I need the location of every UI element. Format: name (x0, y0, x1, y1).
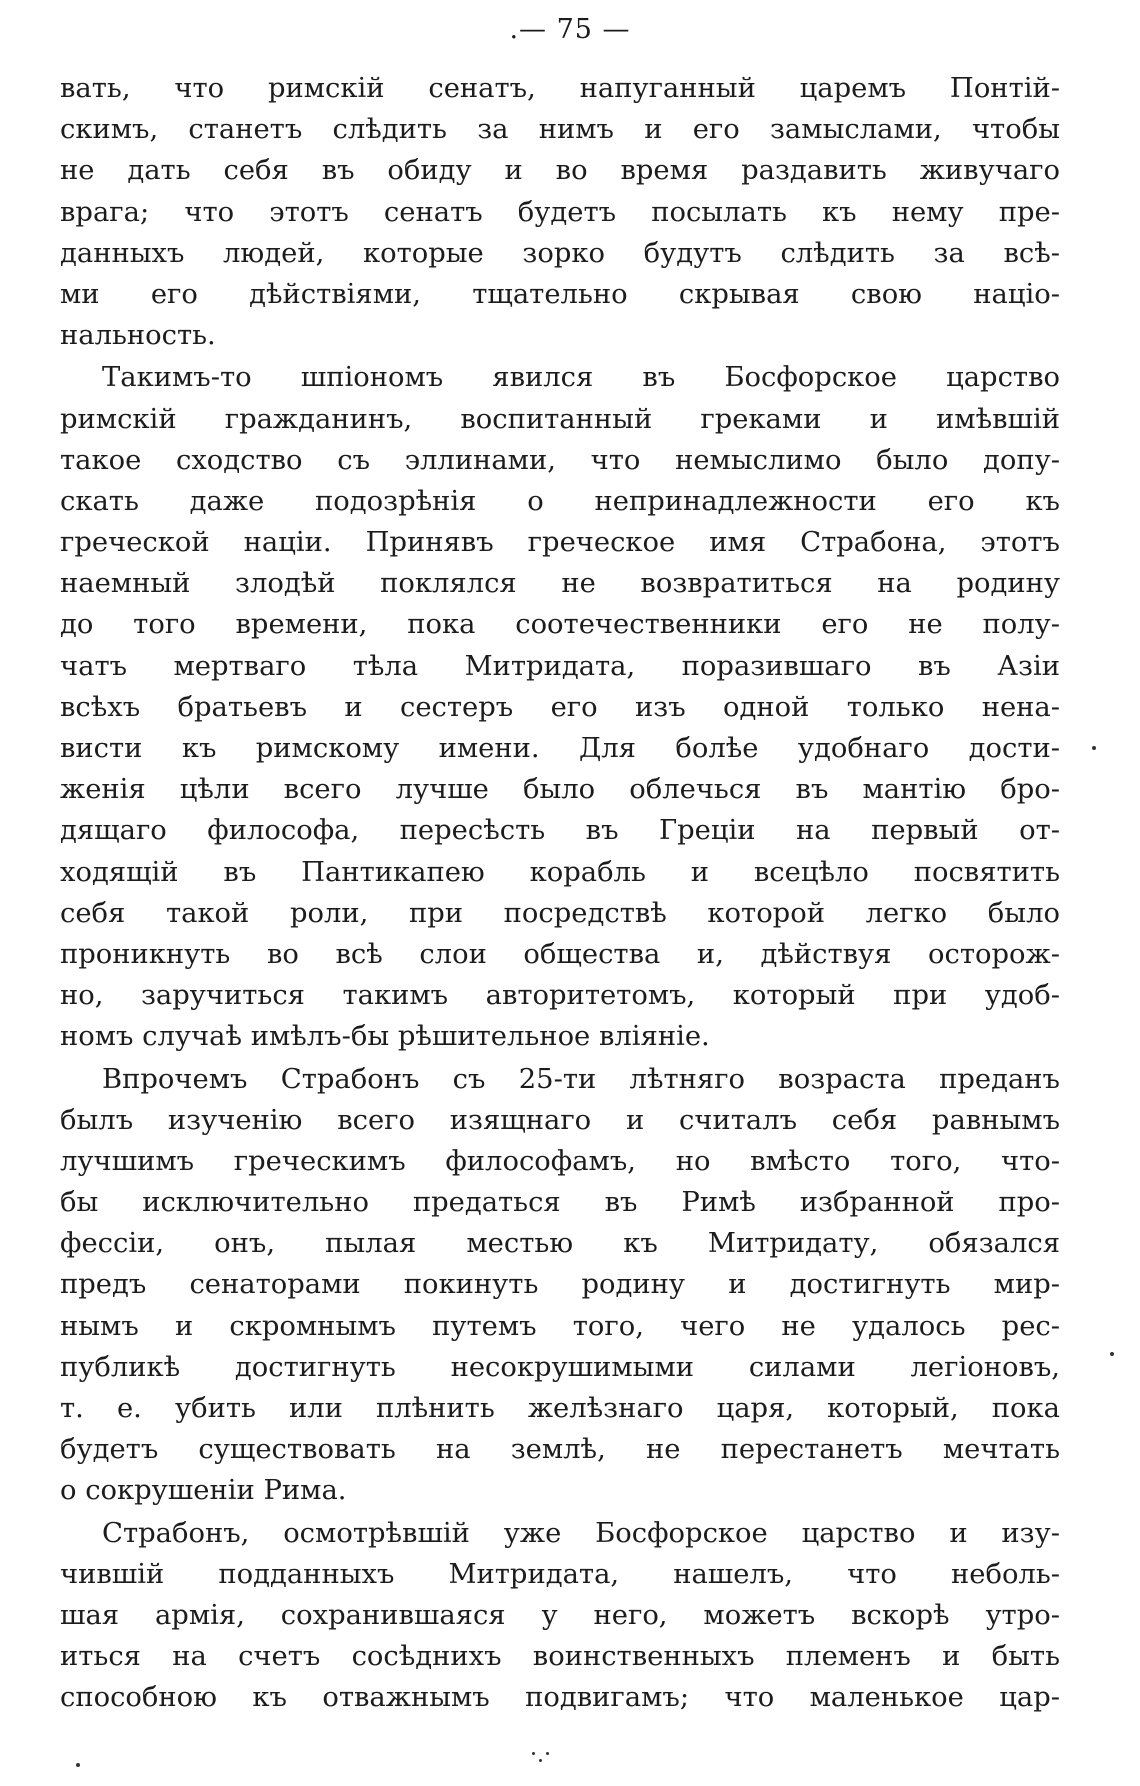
text-line: скимъ, станетъ слѣдить за нимъ и его замыслами, чтобы (60, 114, 1060, 146)
text-line: о сокрушеніи Рима. (60, 1475, 347, 1507)
text-line: такое сходство съ эллинами, что немыслимо было допу- (60, 444, 1060, 476)
text-line: висти къ римскому имени. Для болѣе удобнаго дости- (60, 733, 1060, 764)
text-line: греческой націи. Принявъ греческое имя Страбона, этотъ (60, 527, 1060, 559)
text-line: нымъ и скромнымъ путемъ того, чего не удалось рес- (60, 1310, 1060, 1342)
paragraph-2 (60, 357, 1060, 1057)
scan-speck (546, 1752, 549, 1755)
text-line: скать даже подозрѣнія о непринадлежности его къ (60, 485, 1060, 517)
text-line: номъ случаѣ имѣлъ-бы рѣшительное вліяніе. (60, 1021, 710, 1053)
text-line: т. е. убить или плѣнить желѣзнаго царя, который, пока (60, 1393, 1060, 1424)
body-text (60, 68, 1060, 1720)
text-line: лучшимъ греческимъ философамъ, но вмѣсто того, что- (60, 1145, 1060, 1177)
text-line: Впрочемъ Страбонъ съ 25-ти лѣтняго возраста преданъ (102, 1063, 1060, 1095)
text-line: всѣхъ братьевъ и сестеръ его изъ одной только нена- (60, 691, 1060, 723)
text-line: Страбонъ, осмотрѣвшій уже Босфорское царство и изу- (102, 1517, 1060, 1549)
text-line: Такимъ-то шпіономъ явился въ Босфорское царство (102, 362, 1060, 394)
text-line: фессіи, онъ, пылая местью къ Митридату, обязался (60, 1228, 1060, 1260)
text-line: иться на счетъ сосѣднихъ воинственныхъ племенъ и быть (60, 1641, 1060, 1673)
text-line: женія цѣли всего лучше было облечься въ мантію бро- (60, 774, 1060, 806)
scan-speck (1110, 1352, 1114, 1356)
text-line: дящаго философа, пересѣсть въ Греціи на первый от- (60, 815, 1060, 847)
text-line: но, заручиться такимъ авторитетомъ, который при удоб- (60, 980, 1060, 1012)
text-line: бы исключительно предаться въ Римѣ избранной про- (60, 1187, 1060, 1219)
text-line: вать, что римскій сенатъ, напуганный царемъ Понтій- (60, 73, 1060, 104)
scan-speck (539, 1759, 542, 1762)
text-line: чатъ мертваго тѣла Митридата, поразившаго въ Азіи (60, 650, 1060, 682)
text-line: проникнуть во всѣ слои общества и, дѣйствуя осторож- (60, 938, 1060, 970)
text-line: до того времени, пока соотечественники его не полу- (60, 609, 1060, 641)
text-line: наемный злодѣй поклялся не возвратиться на родину (60, 568, 1060, 600)
paragraph-1 (60, 68, 1060, 356)
scan-speck (532, 1752, 535, 1755)
text-line: былъ изученію всего изящнаго и считалъ себя равнымъ (60, 1104, 1060, 1136)
text-line: данныхъ людей, которые зорко будутъ слѣдить за всѣ- (60, 237, 1060, 269)
scan-speck (76, 1763, 80, 1767)
text-line: шая армія, сохранившаяся у него, можетъ вскорѣ утро- (60, 1599, 1060, 1631)
text-line: не дать себя въ обиду и во время раздавить живучаго (60, 155, 1060, 187)
scan-speck (1092, 746, 1096, 750)
text-line: римскій гражданинъ, воспитанный греками и имѣвшій (60, 403, 1060, 435)
text-line: предъ сенаторами покинуть родину и достигнуть мир- (60, 1269, 1060, 1301)
text-line: публикѣ достигнуть несокрушимыми силами легіоновъ, (60, 1351, 1060, 1383)
text-line: себя такой роли, при посредствѣ которой легко было (60, 897, 1060, 929)
text-line: ходящій въ Пантикапею корабль и всецѣло посвятить (60, 856, 1060, 888)
text-line: врага; что этотъ сенатъ будетъ посылать къ нему пре- (60, 196, 1060, 228)
text-line: нальность. (60, 320, 216, 352)
page-number: .— 75 — (509, 14, 631, 45)
paragraph-4 (60, 1513, 1060, 1719)
text-line: ми его дѣйствіями, тщательно скрывая свою націо- (60, 278, 1060, 310)
text-line: будетъ существовать на землѣ, не перестанетъ мечтать (60, 1434, 1060, 1466)
text-line: чившій подданныхъ Митридата, нашелъ, что неболь- (60, 1558, 1060, 1590)
text-line: способною къ отважнымъ подвигамъ; что маленькое цар- (60, 1682, 1060, 1714)
paragraph-3 (60, 1059, 1060, 1512)
